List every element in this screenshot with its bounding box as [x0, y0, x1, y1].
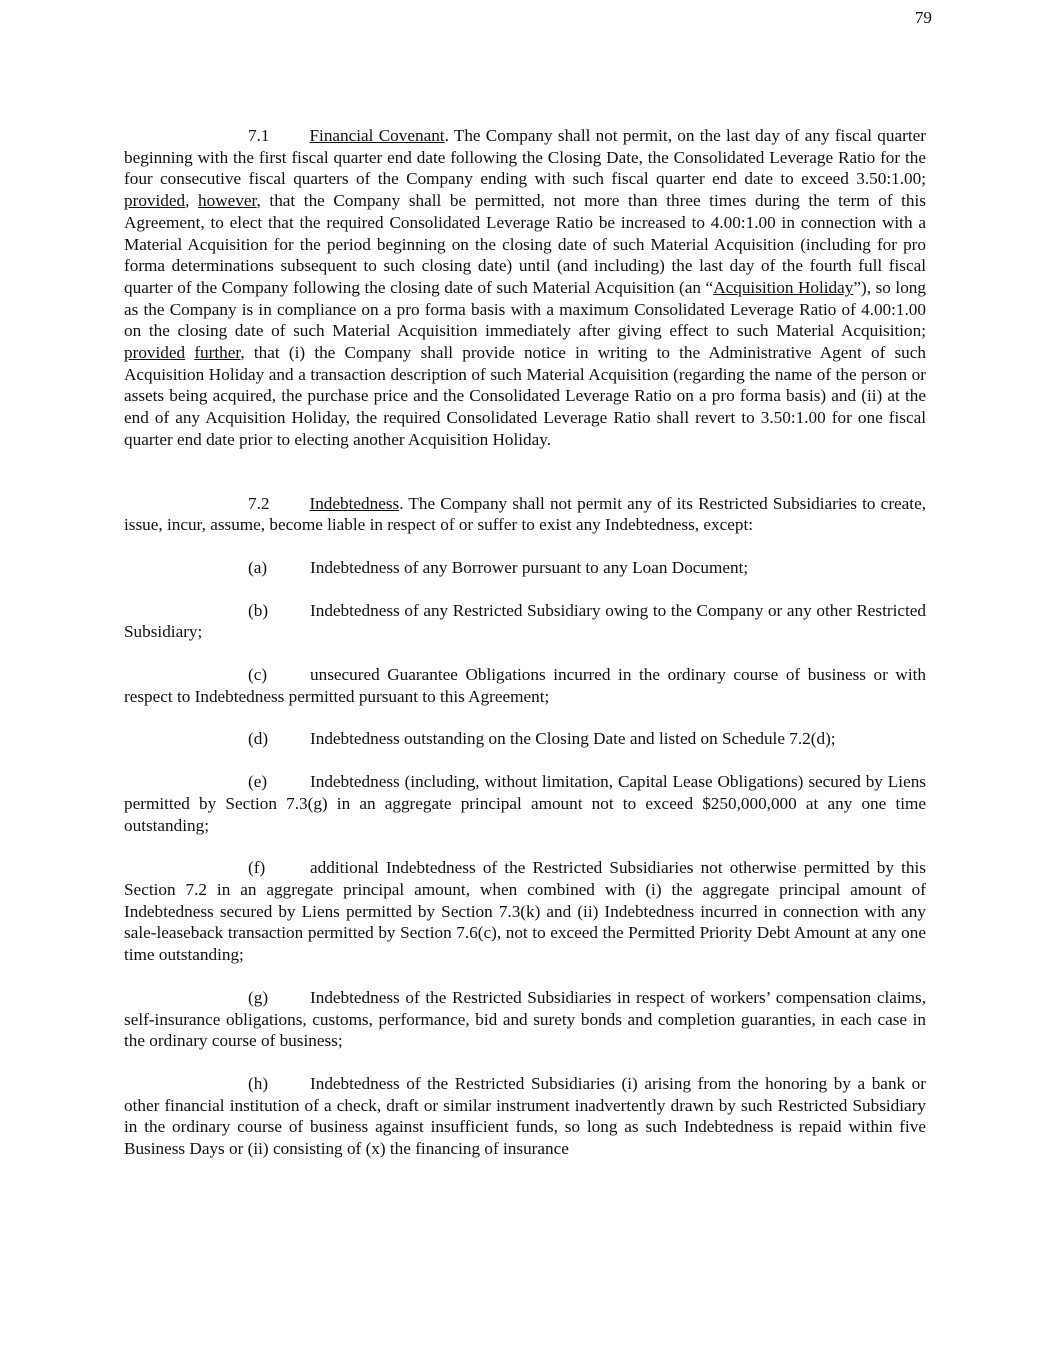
further-term: further — [194, 343, 241, 363]
section-7-1-gap — [269, 125, 309, 147]
list-item-d — [124, 728, 926, 750]
provided-term-1: provided — [124, 191, 186, 211]
acquisition-holiday-term: Acquisition Holiday — [713, 277, 854, 297]
page-number: 79 — [914, 8, 932, 27]
section-7-2-paragraph — [124, 493, 926, 536]
list-item-e — [124, 771, 926, 836]
item-label: (d) — [248, 729, 269, 749]
item-text: Indebtedness of any Borrower pursuant to any Loan Document; — [310, 557, 749, 577]
list-item-g — [124, 987, 926, 1052]
comma: , — [185, 191, 199, 211]
item-text: Indebtedness of the Restricted Subsidiaries (i) arising from the honoring by a bank or other financial institution of a check, draft or similar instrument inadvertently drawn by such Restricted Subsidiary in the ordinary course of business against insufficient funds, so long as such Indebtedness is repaid within five Business Days or (ii) consisting of (x) the financing of insurance — [124, 1073, 926, 1159]
item-label: (b) — [248, 600, 269, 620]
section-7-1-number: 7.1 — [248, 126, 270, 145]
list-item-a — [124, 557, 926, 579]
list-item-f — [124, 857, 926, 966]
item-label: (c) — [248, 665, 268, 685]
item-label: (e) — [248, 772, 268, 792]
section-7-2-title: Indebtedness — [309, 493, 400, 513]
item-label: (f) — [248, 858, 266, 878]
list-item-h — [124, 1073, 926, 1160]
section-7-2-number: 7.2 — [248, 493, 270, 513]
item-label: (h) — [248, 1073, 269, 1093]
section-7-1-paragraph — [124, 125, 926, 451]
section-7-1-text-3: ”), so long as the Company is in compliance on a pro forma basis with a maximum Consolidated Leverage Ratio of 4.00:1.00 on the closing date of such Material Acquisition immediately after giving effect to such Material Acquisition; — [124, 277, 926, 341]
section-7-1-text-1: . The Company shall not permit, on the last day of any fiscal quarter beginning with the first fiscal quarter end date following the Closing Date, the Consolidated Leverage Ratio for the four consecutive fiscal quarters of the Company ending with such fiscal quarter end date to exceed 3.50:1.00; — [124, 126, 926, 189]
provided-term-2: provided — [124, 343, 186, 363]
document-body — [124, 125, 926, 1181]
space — [185, 343, 194, 362]
section-7-2-gap — [269, 493, 309, 515]
item-label: (a) — [248, 557, 268, 577]
item-text: Indebtedness outstanding on the Closing Date and listed on Schedule 7.2(d); — [310, 729, 836, 749]
section-7-1-text-2: , that the Company shall be permitted, not more than three times during the term of this Agreement, to elect that the required Consolidated Leverage Ratio be increased to 4.00:1.00 in connection with a Material Acquisition for the period beginning on the closing date of such Material Acquisition (including for pro forma determinations subsequent to such closing date) until (and including) the last day of the fourth full fiscal quarter of the Company following the closing date of such Material Acquisition (an “ — [124, 191, 926, 297]
item-text: unsecured Guarantee Obligations incurred in the ordinary course of business or with respect to Indebtedness permitted pursuant to this Agreement; — [124, 665, 926, 706]
section-7-2-text: . The Company shall not permit any of its Restricted Subsidiaries to create, issue, incur, assume, become liable in respect of or suffer to exist any Indebtedness, except: — [124, 493, 926, 535]
item-text: Indebtedness (including, without limitation, Capital Lease Obligations) secured by Liens permitted by Section 7.3(g) in an aggregate principal amount not to exceed $250,000,000 at any one time outstanding; — [124, 772, 926, 835]
however-term: however — [198, 191, 257, 211]
list-item-b — [124, 600, 926, 643]
list-item-c — [124, 664, 926, 707]
item-text: Indebtedness of any Restricted Subsidiary owing to the Company or any other Restricted Subsidiary; — [124, 600, 926, 642]
item-label: (g) — [248, 987, 269, 1007]
section-7-1-text-4: , that (i) the Company shall provide notice in writing to the Administrative Agent of such Acquisition Holiday and a transaction description of such Material Acquisition (regarding the name of the person or assets being acquired, the purchase price and the Consolidated Leverage Ratio on a pro forma basis) and (ii) at the end of any Acquisition Holiday, the required Consolidated Leverage Ratio shall revert to 3.50:1.00 for one fiscal quarter end date prior to electing another Acquisition Holiday. — [124, 343, 927, 449]
item-text: additional Indebtedness of the Restricted Subsidiaries not otherwise permitted by this Section 7.2 in an aggregate principal amount, when combined with (i) the aggregate principal amount of Indebtedness secured by Liens permitted by Section 7.3(k) and (ii) Indebtedness incurred in connection with any sale-leaseback transaction permitted by Section 7.6(c), not to exceed the Permitted Priority Debt Amount at any one time outstanding; — [124, 858, 926, 965]
section-7-1-title: Financial Covenant — [309, 126, 445, 145]
item-text: Indebtedness of the Restricted Subsidiaries in respect of workers’ compensation claims, self-insurance obligations, customs, performance, bid and surety bonds and completion guaranties, in each case in the ordinary course of business; — [124, 987, 926, 1051]
